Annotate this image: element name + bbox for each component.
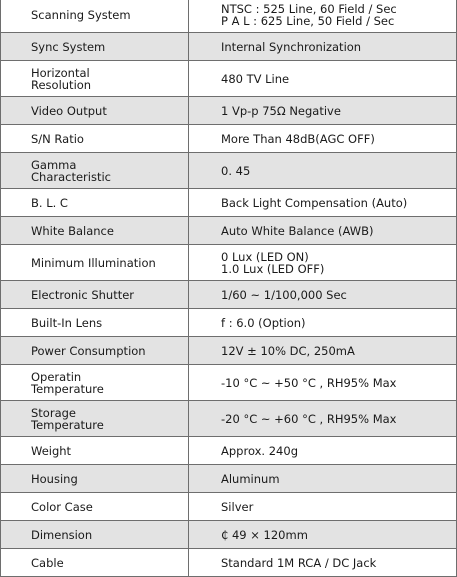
spec-value	[189, 33, 457, 61]
spec-label	[1, 365, 189, 401]
spec-value-text: 12V ± 10% DC, 250mA	[221, 343, 355, 358]
spec-value	[189, 521, 457, 549]
table-row	[1, 437, 457, 465]
table-row	[1, 217, 457, 245]
spec-value	[189, 437, 457, 465]
spec-label-text: Color Case	[31, 499, 93, 514]
spec-label-text: Storage	[31, 405, 76, 420]
table-row	[1, 245, 457, 281]
spec-value	[189, 337, 457, 365]
spec-label-text: Housing	[31, 471, 78, 486]
spec-value-text: Aluminum	[221, 471, 280, 486]
spec-label-text: B. L. C	[31, 195, 68, 210]
table-row	[1, 365, 457, 401]
spec-label	[1, 153, 189, 189]
table-row	[1, 61, 457, 97]
spec-label	[1, 401, 189, 437]
spec-value-text: 1/60 ~ 1/100,000 Sec	[221, 287, 347, 302]
spec-label	[1, 549, 189, 577]
spec-value	[189, 189, 457, 217]
spec-label-text: Dimension	[31, 527, 93, 542]
spec-value-text: Standard 1M RCA / DC Jack	[221, 555, 377, 570]
spec-value-text: 0 Lux (LED ON)	[221, 249, 309, 264]
spec-label-text: Electronic Shutter	[31, 287, 135, 302]
spec-label	[1, 309, 189, 337]
table-row	[1, 465, 457, 493]
spec-value	[189, 549, 457, 577]
spec-value	[189, 0, 457, 33]
spec-value	[189, 309, 457, 337]
spec-value	[189, 125, 457, 153]
spec-label-text: Power Consumption	[31, 343, 146, 358]
spec-label	[1, 281, 189, 309]
spec-value	[189, 153, 457, 189]
spec-value	[189, 217, 457, 245]
spec-label-text: Scanning System	[31, 7, 131, 22]
spec-label-text: Gamma	[31, 157, 77, 172]
spec-label	[1, 97, 189, 125]
spec-label	[1, 245, 189, 281]
spec-value-text: 480 TV Line	[221, 71, 290, 86]
spec-value-text: Back Light Compensation (Auto)	[221, 195, 408, 210]
spec-value-text: P A L : 625 Line, 50 Field / Sec	[221, 13, 395, 28]
spec-label	[1, 189, 189, 217]
spec-label	[1, 493, 189, 521]
table-row	[1, 125, 457, 153]
spec-label-text: Operatin	[31, 369, 82, 384]
spec-label	[1, 337, 189, 365]
table-row	[1, 309, 457, 337]
spec-label-text: Weight	[31, 443, 72, 458]
spec-label-text: Video Output	[31, 103, 107, 118]
spec-label	[1, 437, 189, 465]
spec-label	[1, 61, 189, 97]
spec-value	[189, 493, 457, 521]
spec-value	[189, 97, 457, 125]
table-row	[1, 337, 457, 365]
spec-label-text: Sync System	[31, 39, 106, 54]
spec-value	[189, 465, 457, 493]
spec-value	[189, 61, 457, 97]
spec-value-text: -20 °C ~ +60 °C , RH95% Max	[221, 411, 397, 426]
spec-label-text: Temperature	[31, 417, 104, 432]
table-row	[1, 549, 457, 577]
spec-value-text: f : 6.0 (Option)	[221, 315, 306, 330]
spec-value-text: Auto White Balance (AWB)	[221, 223, 374, 238]
table-row	[1, 97, 457, 125]
spec-label	[1, 465, 189, 493]
spec-label	[1, 0, 189, 33]
table-row	[1, 281, 457, 309]
spec-label-text: S/N Ratio	[31, 131, 84, 146]
spec-label	[1, 217, 189, 245]
spec-label	[1, 33, 189, 61]
spec-value	[189, 365, 457, 401]
table-row	[1, 493, 457, 521]
spec-value-text: -10 °C ~ +50 °C , RH95% Max	[221, 375, 397, 390]
table-row	[1, 189, 457, 217]
spec-label-text: Horizontal	[31, 65, 90, 80]
spec-value	[189, 401, 457, 437]
spec-value-text: 1 Vp-p 75Ω Negative	[221, 103, 341, 118]
spec-value	[189, 245, 457, 281]
spec-value-text: 1.0 Lux (LED OFF)	[221, 261, 325, 276]
spec-label-text: Resolution	[31, 77, 92, 92]
spec-label-text: White Balance	[31, 223, 114, 238]
table-row	[1, 0, 457, 33]
table-row	[1, 33, 457, 61]
spec-label-text: Built-In Lens	[31, 315, 103, 330]
spec-label-text: Temperature	[31, 381, 104, 396]
table-row	[1, 153, 457, 189]
spec-value	[189, 281, 457, 309]
spec-value-text: 0. 45	[221, 163, 251, 178]
spec-value-text: NTSC : 525 Line, 60 Field / Sec	[221, 1, 397, 16]
spec-value-text: Internal Synchronization	[221, 39, 362, 54]
spec-label-text: Cable	[31, 555, 64, 570]
spec-label	[1, 125, 189, 153]
spec-value-text: More Than 48dB(AGC OFF)	[221, 131, 375, 146]
spec-label	[1, 521, 189, 549]
spec-label-text: Characteristic	[31, 169, 111, 184]
spec-value-text: Approx. 240g	[221, 443, 298, 458]
spec-value-text: Silver	[221, 499, 254, 514]
spec-label-text: Minimum Illumination	[31, 255, 156, 270]
table-row	[1, 521, 457, 549]
table-row	[1, 401, 457, 437]
spec-value-text: ₵ 49 × 120mm	[221, 527, 308, 542]
